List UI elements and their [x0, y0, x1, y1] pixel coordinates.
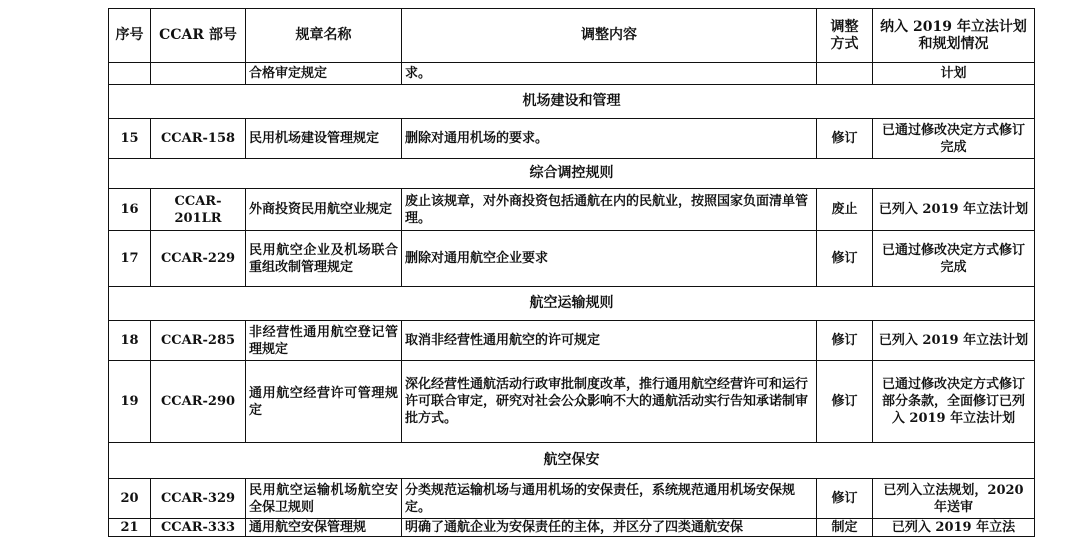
- cell-status: 计划: [873, 63, 1035, 85]
- cell-no: 17: [109, 231, 151, 287]
- table-row: [109, 519, 1035, 537]
- table-row: [109, 119, 1035, 159]
- cell-content: 取消非经营性通用航空的许可规定: [402, 321, 817, 361]
- cell-ccar: CCAR-285: [151, 321, 246, 361]
- section-title: 航空保安: [109, 443, 1035, 479]
- cell-name: 非经营性通用航空登记管理规定: [246, 321, 402, 361]
- cell-no: 20: [109, 479, 151, 519]
- cell-ccar: CCAR-229: [151, 231, 246, 287]
- header-mode: 调整方式: [817, 9, 873, 63]
- cell-no: 18: [109, 321, 151, 361]
- table-row: [109, 63, 1035, 85]
- cell-mode: 修订: [817, 479, 873, 519]
- table-row: [109, 231, 1035, 287]
- header-name: 规章名称: [246, 9, 402, 63]
- cell-content: 废止该规章，对外商投资包括通航在内的民航业，按照国家负面清单管理。: [402, 189, 817, 231]
- cell-ccar: CCAR-329: [151, 479, 246, 519]
- cell-status: 已通过修改决定方式修订部分条款，全面修订已列入 2019 年立法计划: [873, 361, 1035, 443]
- cell-status: 已列入 2019 年立法: [873, 519, 1035, 537]
- cell-mode: 修订: [817, 231, 873, 287]
- table-row: [109, 321, 1035, 361]
- regulation-table: [108, 8, 1035, 537]
- cell-content: 分类规范运输机场与通用机场的安保责任，系统规范通用机场安保规定。: [402, 479, 817, 519]
- cell-content: 深化经营性通航活动行政审批制度改革，推行通用航空经营许可和运行许可联合审定，研究对社会公众影响不大的通航活动实行告知承诺制审批方式。: [402, 361, 817, 443]
- cell-name: 通用航空安保管理规: [246, 519, 402, 537]
- cell-status: 已通过修改决定方式修订完成: [873, 119, 1035, 159]
- section-row: [109, 85, 1035, 119]
- cell-name: 民用航空运输机场航空安全保卫规则: [246, 479, 402, 519]
- cell-no: 19: [109, 361, 151, 443]
- cell-content: 求。: [402, 63, 817, 85]
- cell-ccar: CCAR-158: [151, 119, 246, 159]
- header-content: 调整内容: [402, 9, 817, 63]
- cell-name: 合格审定规定: [246, 63, 402, 85]
- header-no: 序号: [109, 9, 151, 63]
- section-row: [109, 159, 1035, 189]
- cell-ccar: CCAR-290: [151, 361, 246, 443]
- section-row: [109, 443, 1035, 479]
- header-status: 纳入 2019 年立法计划和规划情况: [873, 9, 1035, 63]
- cell-name: 外商投资民用航空业规定: [246, 189, 402, 231]
- cell-content: 删除对通用机场的要求。: [402, 119, 817, 159]
- cell-mode: 修订: [817, 119, 873, 159]
- cell-status: 已通过修改决定方式修订完成: [873, 231, 1035, 287]
- table-row: [109, 479, 1035, 519]
- cell-mode: 修订: [817, 321, 873, 361]
- section-title: 机场建设和管理: [109, 85, 1035, 119]
- cell-ccar: CCAR-201LR: [151, 189, 246, 231]
- table-row: [109, 361, 1035, 443]
- cell-no: 21: [109, 519, 151, 537]
- cell-name: 通用航空经营许可管理规定: [246, 361, 402, 443]
- cell-mode: 制定: [817, 519, 873, 537]
- cell-mode: 废止: [817, 189, 873, 231]
- table-header-row: [109, 9, 1035, 63]
- cell-name: 民用机场建设管理规定: [246, 119, 402, 159]
- cell-content: 删除对通用航空企业要求: [402, 231, 817, 287]
- section-title: 航空运输规则: [109, 287, 1035, 321]
- cell-status: 已列入立法规划，2020 年送审: [873, 479, 1035, 519]
- section-row: [109, 287, 1035, 321]
- cell-content: 明确了通航企业为安保责任的主体，并区分了四类通航安保: [402, 519, 817, 537]
- cell-mode: 修订: [817, 361, 873, 443]
- section-title: 综合调控规则: [109, 159, 1035, 189]
- header-ccar: CCAR 部号: [151, 9, 246, 63]
- table-row: [109, 189, 1035, 231]
- cell-ccar: CCAR-333: [151, 519, 246, 537]
- cell-status: 已列入 2019 年立法计划: [873, 189, 1035, 231]
- cell-no: 16: [109, 189, 151, 231]
- cell-name: 民用航空企业及机场联合重组改制管理规定: [246, 231, 402, 287]
- cell-status: 已列入 2019 年立法计划: [873, 321, 1035, 361]
- cell-no: 15: [109, 119, 151, 159]
